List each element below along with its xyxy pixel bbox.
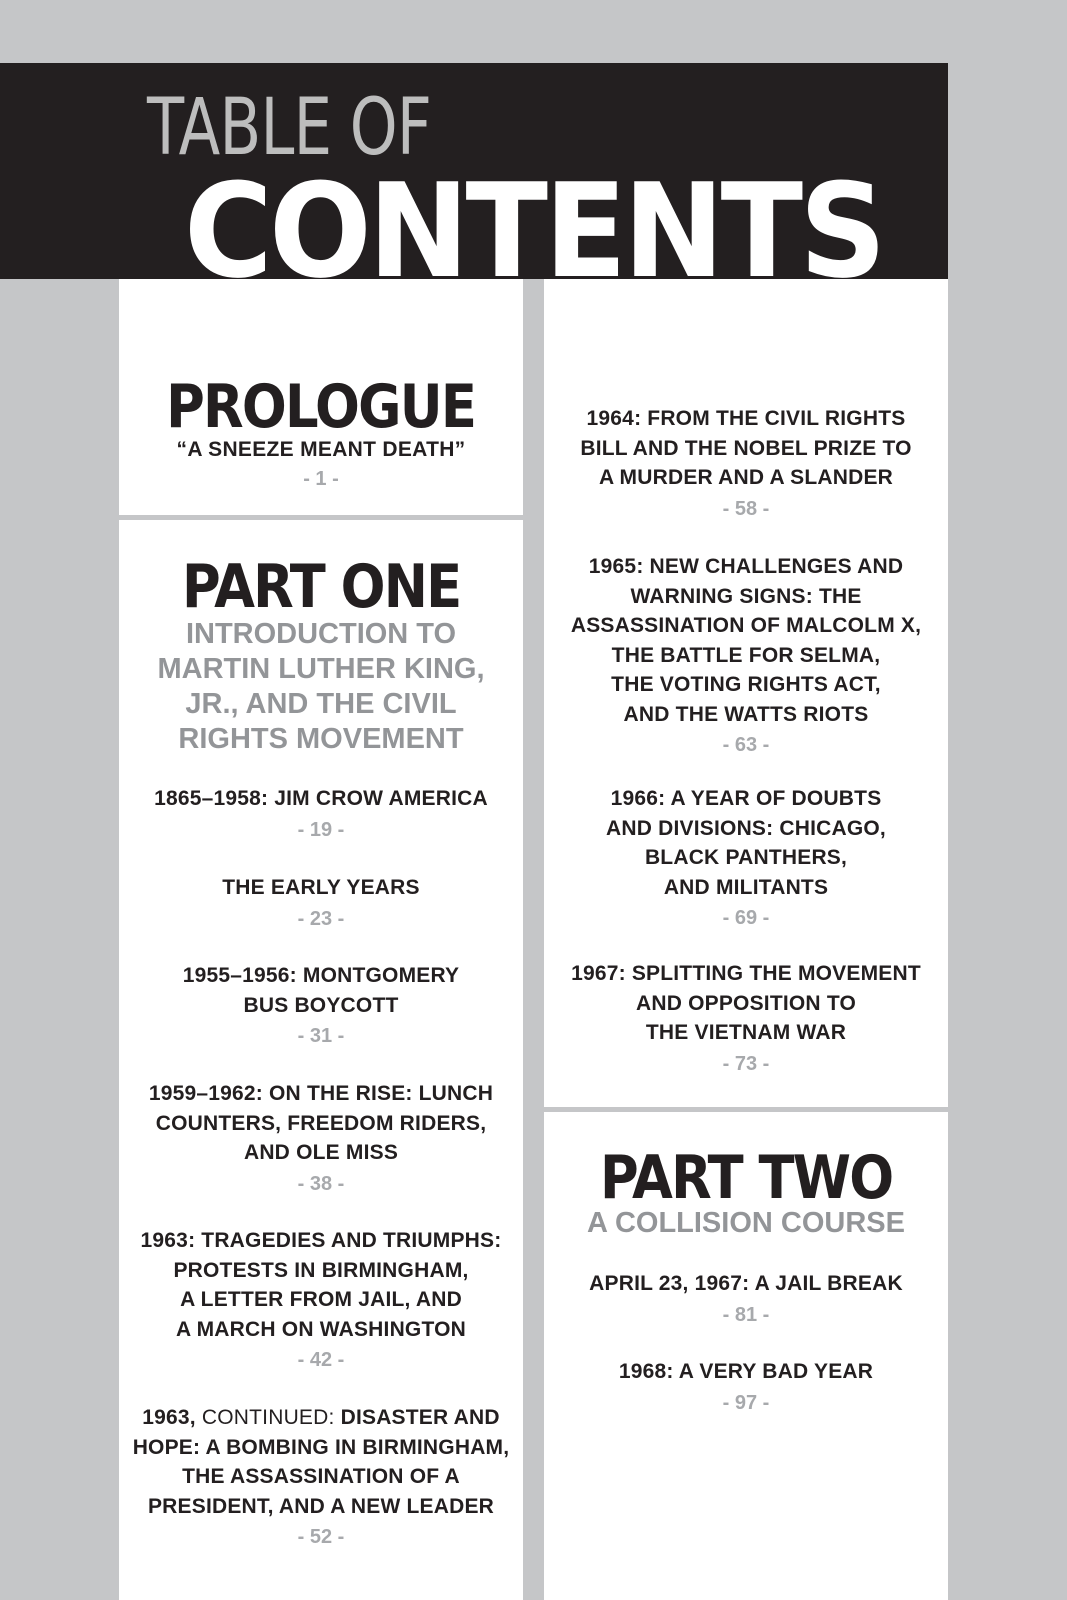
toc-entry[interactable]	[544, 959, 948, 1078]
entry-title: 1966: A YEAR OF DOUBTS AND DIVISIONS: CHICAGO, BLACK PANTHERS, AND MILITANTS	[606, 787, 886, 899]
toc-entry[interactable]	[119, 873, 523, 933]
part-two-subtitle: A COLLISION COURSE	[587, 1207, 905, 1239]
toc-entry[interactable]	[119, 1079, 523, 1198]
prologue-heading: PROLOGUE	[166, 372, 476, 442]
part-two-heading: PART TWO	[599, 1143, 893, 1213]
entry-page-number: - 38 -	[297, 1172, 345, 1195]
part-one-continued-panel	[544, 279, 948, 1107]
entry-title-rest: DISASTER AND HOPE: A BOMBING IN BIRMINGHAM, THE ASSASSINATION OF A PRESIDENT, AND A NEW LEADER	[132, 1406, 510, 1518]
part-one-panel	[119, 520, 523, 1600]
entry-title-year: 1963,	[142, 1406, 196, 1429]
entry-title: 1865–1958: JIM CROW AMERICA	[154, 787, 488, 810]
prologue-page-number: - 1 -	[303, 468, 339, 490]
entry-page-number: - 97 -	[722, 1391, 770, 1414]
toc-entry[interactable]	[544, 1269, 948, 1329]
entry-page-number: - 19 -	[297, 818, 345, 841]
part-one-subtitle: INTRODUCTION TO MARTIN LUTHER KING, JR., AND THE CIVIL RIGHTS MOVEMENT	[157, 618, 485, 755]
entry-title: 1964: FROM THE CIVIL RIGHTS BILL AND THE NOBEL PRIZE TO A MURDER AND A SLANDER	[580, 407, 912, 489]
header-title-line1: TABLE OF	[147, 83, 432, 173]
part-two-panel	[544, 1112, 948, 1600]
entry-page-number: - 23 -	[297, 907, 345, 930]
toc-entry[interactable]	[119, 1226, 523, 1374]
header-title-line2: CONTENTS	[184, 155, 883, 279]
entry-title: 1963: TRAGEDIES AND TRIUMPHS: PROTESTS IN BIRMINGHAM, A LETTER FROM JAIL, AND A MARCH ON WASHINGTON	[140, 1229, 502, 1341]
entry-page-number: - 81 -	[722, 1303, 770, 1326]
entry-page-number: - 63 -	[722, 734, 770, 756]
toc-entry[interactable]	[119, 1403, 523, 1551]
entry-page-number: - 42 -	[297, 1349, 345, 1371]
entry-page-number: - 52 -	[297, 1526, 345, 1548]
entry-title: APRIL 23, 1967: A JAIL BREAK	[589, 1272, 903, 1295]
entry-title: 1959–1962: ON THE RISE: LUNCH COUNTERS, FREEDOM RIDERS, AND OLE MISS	[148, 1082, 494, 1164]
header-banner	[0, 63, 948, 279]
entry-page-number: - 69 -	[722, 907, 770, 929]
entry-title: 1965: NEW CHALLENGES AND WARNING SIGNS: THE ASSASSINATION OF MALCOLM X, THE BATTLE FOR SELMA, THE VOTING RIGHTS ACT, AND THE WATTS RIOTS	[570, 555, 922, 726]
toc-entry[interactable]	[544, 784, 948, 932]
toc-entry[interactable]	[119, 784, 523, 844]
entry-title: 1955–1956: MONTGOMERY BUS BOYCOTT	[182, 964, 460, 1017]
entry-title: 1967: SPLITTING THE MOVEMENT AND OPPOSITION TO THE VIETNAM WAR	[571, 962, 921, 1044]
prologue-panel	[119, 279, 523, 515]
entry-page-number: - 73 -	[722, 1052, 770, 1075]
entry-page-number: - 58 -	[722, 497, 770, 520]
toc-entry[interactable]	[119, 961, 523, 1050]
toc-entry[interactable]	[544, 404, 948, 523]
toc-entry[interactable]	[544, 552, 948, 759]
toc-entry[interactable]	[544, 1357, 948, 1417]
entry-title: 1968: A VERY BAD YEAR	[618, 1360, 874, 1383]
entry-title-continued: CONTINUED:	[195, 1406, 335, 1429]
part-one-heading: PART ONE	[181, 552, 461, 622]
entry-title: THE EARLY YEARS	[222, 876, 420, 899]
entry-page-number: - 31 -	[297, 1025, 345, 1047]
entry-title	[119, 1403, 523, 1521]
prologue-subtitle: “A SNEEZE MEANT DEATH”	[176, 438, 466, 461]
